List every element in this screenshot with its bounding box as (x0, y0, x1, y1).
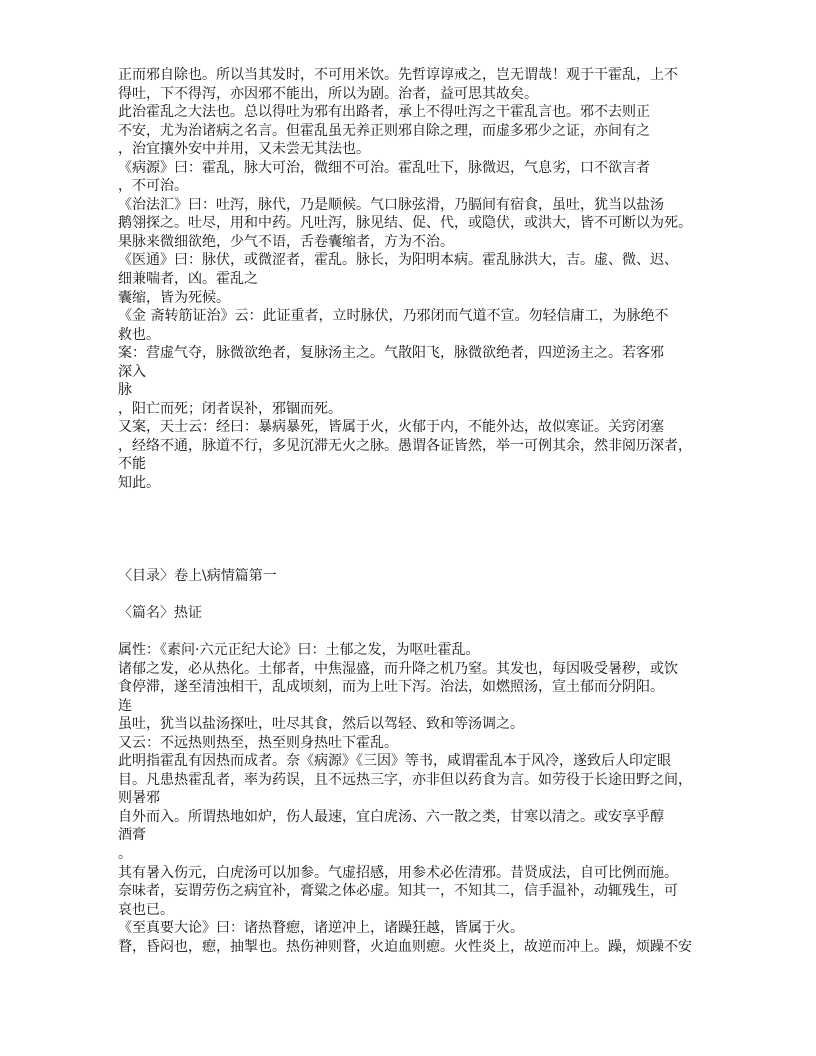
text-line: 诸郁之发，必从热化。土郁者，中焦湿盛，而升降之机乃窒。其发也，每因吸受暑秽，或饮 (118, 660, 678, 677)
text-line: 〈篇名〉热证 (118, 604, 202, 621)
text-line: 目。凡患热霍乱者，率为药误，且不远热三字，亦非但以药食为言。如劳役于长途田野之间， (118, 771, 692, 788)
text-line: 奈味者，妄谓劳伤之病宜补，膏粱之体必虚。知其一，不知其二，信手温补，动辄残生，可 (118, 883, 678, 900)
text-line: 又云：不远热则热至，热至则身热吐下霍乱。 (118, 734, 398, 751)
text-line: 救也。 (118, 326, 160, 343)
text-line: 〈目录〉卷上\病情篇第一 (118, 567, 277, 584)
text-line: 连 (118, 697, 132, 714)
text-line: 食停滞，遂至清浊相干，乱成顷刻，而为上吐下泻。治法，如燃照汤，宣土郁而分阴阳。 (118, 679, 664, 696)
text-line: 细兼喘者，凶。霍乱之 (118, 271, 258, 288)
text-line: ，经络不通，脉道不行，多见沉滞无火之脉。愚谓各证皆然，举一可例其余，然非阅历深者， (118, 437, 692, 454)
text-line: 《金 斋转筋证治》云：此证重者，立时脉伏，乃邪闭而气道不宣。勿轻信庸工，为脉绝不 (118, 308, 669, 325)
blank-line (118, 548, 708, 567)
text-line: 《至真要大论》曰：诸热瞀瘛，诸逆冲上，诸躁狂越，皆属于火。 (118, 920, 524, 937)
blank-line (118, 585, 708, 604)
text-line: 案：营虚气夺，脉微欲绝者，复脉汤主之。气散阳飞，脉微欲绝者，四逆汤主之。若客邪 (118, 345, 664, 362)
text-line: ，不可治。 (118, 178, 188, 195)
text-line: 。 (118, 845, 132, 862)
text-line: 自外而入。所谓热地如炉，伤人最速，宜白虎汤、六一散之类，甘寒以清之。或安享乎醇 (118, 808, 664, 825)
text-line: 《病源》曰：霍乱，脉大可治，微细不可治。霍乱吐下，脉微迟，气息劣，口不欲言者 (118, 159, 650, 176)
text-line: 酒膏 (118, 827, 146, 844)
text-line: ，治宜攘外安中并用，又未尝无其法也。 (118, 141, 370, 158)
text-line: 不安，尤为治诸病之名言。但霍乱虽无养正则邪自除之理，而虚多邪少之证，亦间有之 (118, 122, 650, 139)
text-line: 此治霍乱之大法也。总以得吐为邪有出路者，承上不得吐泻之干霍乱言也。邪不去则正 (118, 104, 650, 121)
blank-line (118, 511, 708, 530)
text-line: 正而邪自除也。所以当其发时，不可用米饮。先哲谆谆戒之，岂无谓哉！观于干霍乱，上不 (118, 67, 678, 83)
text-line: ，阳亡而死；闭者误补，邪锢而死。 (118, 400, 342, 417)
text-line: 知此。 (118, 475, 160, 492)
text-line: 《治法汇》曰：吐泻，脉代，乃是顺候。气口脉弦滑，乃膈间有宿食，虽吐，犹当以盐汤 (118, 196, 664, 213)
text-line: 得吐，下不得泻，亦因邪不能出，所以为剧。治者，益可思其故矣。 (118, 85, 538, 102)
text-line: 又案，天士云：经曰：暴病暴死，皆属于火，火郁于内，不能外达，故似寒证。关窍闭塞 (118, 419, 664, 436)
text-line: 属性：《素问·六元正纪大论》曰：土郁之发，为呕吐霍乱。 (118, 641, 480, 658)
blank-line (118, 493, 708, 512)
text-line: 不能 (118, 456, 146, 473)
text-line: 囊缩，皆为死候。 (118, 289, 230, 306)
text-line: 虽吐，犹当以盐汤探吐，吐尽其食，然后以驾轻、致和等汤调之。 (118, 716, 524, 733)
text-line: 此明指霍乱有因热而成者。奈《病源》《三因》等书，咸谓霍乱本于风冷，遂致后人印定眼 (118, 753, 671, 770)
text-line: 鹅翎探之。吐尽，用和中药。凡吐泻，脉见结、促、代，或隐伏，或洪大，皆不可断以为死。 (118, 215, 692, 232)
text-line: 哀也已。 (118, 901, 174, 918)
blank-line (118, 530, 708, 549)
document-page (118, 66, 708, 956)
text-line: 深入 (118, 363, 146, 380)
text-line: 果脉来微细欲绝，少气不语，舌卷囊缩者，方为不治。 (118, 233, 454, 250)
text-line: 瞀，昏闷也，瘛，抽掣也。热伤神则瞀，火迫血则瘛。火性炎上，故逆而冲上。躁，烦躁不安 (118, 938, 692, 955)
text-line: 脉 (118, 382, 132, 399)
text-line: 则暑邪 (118, 790, 160, 807)
text-line: 《医通》曰：脉伏，或微涩者，霍乱。脉长，为阳明本病。霍乱脉洪大，吉。虚、微、迟、 (118, 252, 678, 269)
text-line: 其有暑入伤元，白虎汤可以加参。气虚招感，用参术必佐清邪。昔贤成法，自可比例而施。 (118, 864, 678, 881)
blank-line (118, 622, 708, 641)
